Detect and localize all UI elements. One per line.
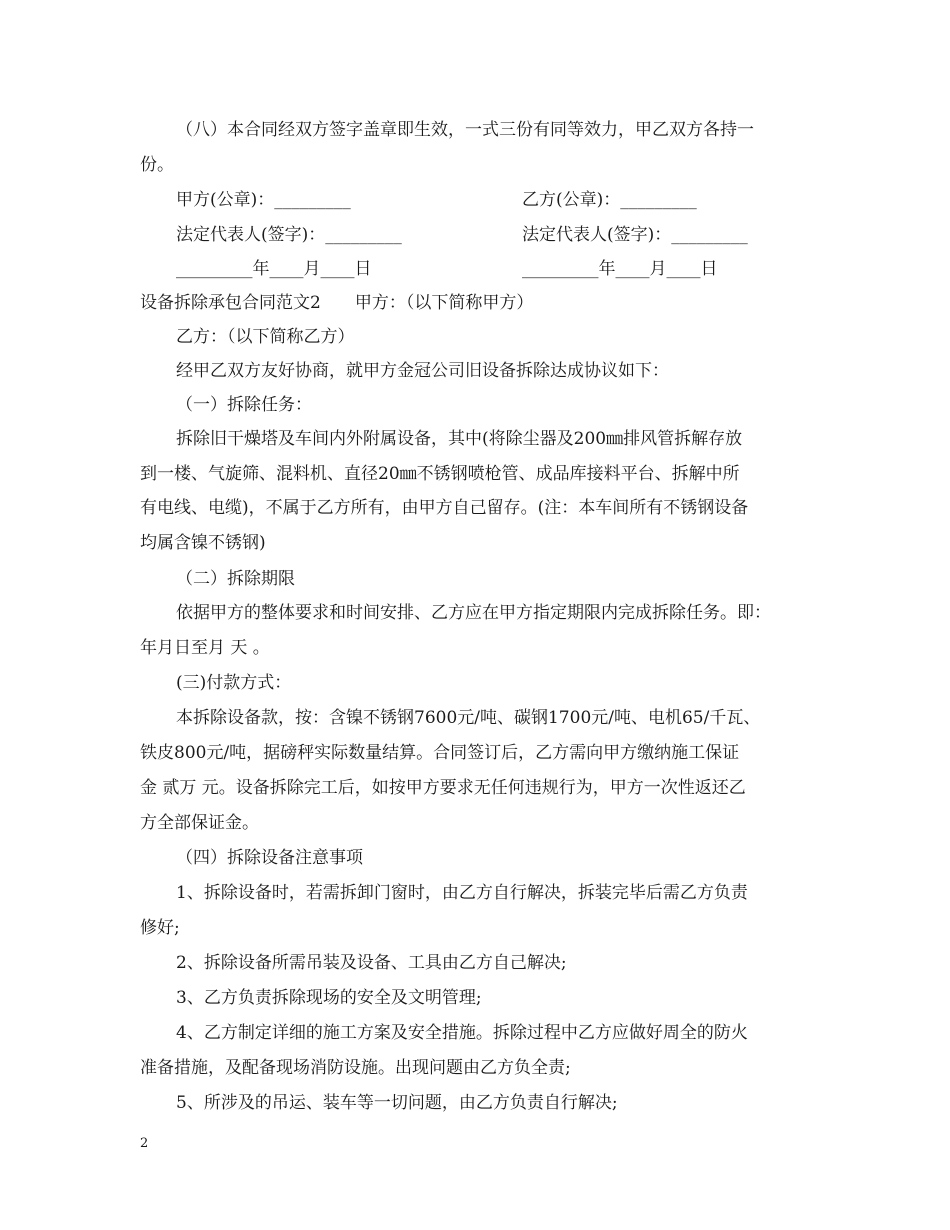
paragraph-line: 修好; [140, 918, 180, 938]
paragraph-line: 到一楼、气旋筛、混料机、直径20㎜不锈钢喷枪管、成品库接料平台、拆解中所 [140, 464, 740, 484]
paragraph-line: 经甲乙双方友好协商，就甲方金冠公司旧设备拆除达成协议如下： [176, 361, 669, 381]
paragraph-line: 年月日至月 天 。 [140, 638, 270, 658]
paragraph-line: 拆除旧干燥塔及车间内外附属设备，其中(将除尘器及200㎜排风管拆解存放 [176, 429, 743, 449]
paragraph-line: 3、乙方负责拆除现场的安全及文明管理; [176, 988, 482, 1008]
clause-heading: （二）拆除期限 [176, 569, 295, 589]
section-title: 设备拆除承包合同范文2 甲方：（以下简称甲方） [140, 293, 534, 313]
paragraph-line: 依据甲方的整体要求和时间安排、乙方应在甲方指定期限内完成拆除任务。即： [176, 603, 771, 623]
signature-party-b: 乙方(公章)：_________ [522, 190, 697, 210]
paragraph-line: 有电线、电缆)，不属于乙方所有，由甲方自己留存。(注：本车间所有不锈钢设备 [140, 498, 749, 518]
paragraph-line: 均属含镍不锈钢) [140, 533, 266, 553]
date-b: _________年____月____日 [522, 259, 718, 279]
page-number: 2 [140, 1136, 149, 1151]
representative-a: 法定代表人(签字)：_________ [176, 225, 402, 245]
representative-b: 法定代表人(签字)：_________ [522, 225, 748, 245]
paragraph-line: 4、乙方制定详细的施工方案及安全措施。拆除过程中乙方应做好周全的防火 [176, 1023, 748, 1043]
paragraph-line: （八）本合同经双方签字盖章即生效，一式三份有同等效力，甲乙双方各持一 [176, 120, 754, 140]
clause-heading: （一）拆除任务： [176, 395, 312, 415]
paragraph-line: 铁皮800元/吨，据磅秤实际数量结算。合同签订后，乙方需向甲方缴纳施工保证 [140, 743, 740, 763]
paragraph-line: 2、拆除设备所需吊装及设备、工具由乙方自己解决; [176, 953, 567, 973]
clause-heading: （四）拆除设备注意事项 [176, 848, 363, 868]
signature-party-a: 甲方(公章)：_________ [176, 190, 351, 210]
clause-heading: (三)付款方式： [176, 673, 292, 693]
paragraph-line: 本拆除设备款，按：含镍不锈钢7600元/吨、碳钢1700元/吨、电机65/千瓦、 [176, 708, 761, 728]
date-a: _________年____月____日 [176, 259, 372, 279]
paragraph-line: 5、所涉及的吊运、装车等一切问题，由乙方负责自行解决; [176, 1093, 618, 1113]
paragraph-line: 份。 [140, 155, 174, 175]
paragraph-line: 方全部保证金。 [140, 813, 259, 833]
paragraph-line: 1、拆除设备时，若需拆卸门窗时，由乙方自行解决，拆装完毕后需乙方负责 [176, 883, 748, 903]
paragraph-line: 准备措施，及配备现场消防设施。出现问题由乙方负全责; [140, 1058, 571, 1078]
paragraph-line: 乙方：（以下简称乙方） [176, 327, 355, 347]
paragraph-line: 金 贰万 元。设备拆除完工后，如按甲方要求无任何违规行为，甲方一次性返还乙 [140, 778, 746, 798]
